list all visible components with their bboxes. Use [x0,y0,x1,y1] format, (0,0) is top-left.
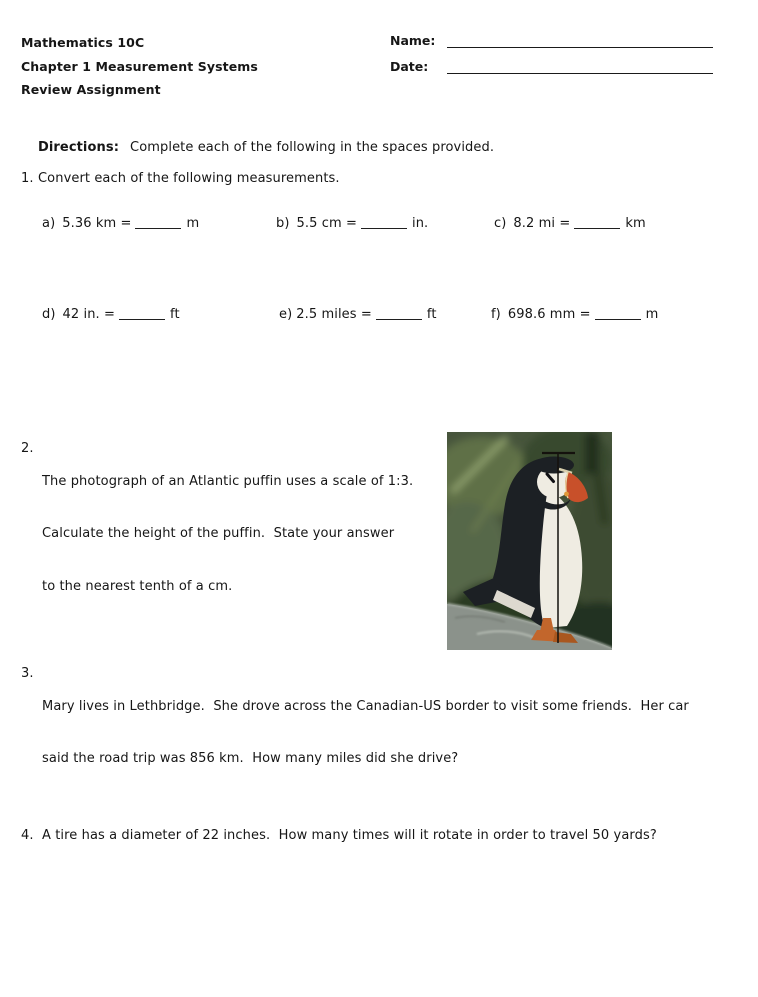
puffin-photo [447,432,612,650]
question-3 [21,666,689,801]
chapter-title: Chapter 1 Measurement Systems [21,58,258,74]
question-1-text: Convert each of the following measurements. [38,171,340,186]
q1-item-d [42,307,180,322]
date-blank-line [447,59,713,74]
question-1-number: 1. [21,171,34,186]
answer-blank [135,228,181,229]
question-2-line-3: to the nearest tenth of a cm. [42,578,233,594]
q1-item-b [276,216,428,231]
question-2-line-1: The photograph of an Atlantic puffin uses a scale of 1:3. [42,474,414,489]
date-row [390,59,713,74]
directions-text: Complete each of the following in the spaces provided. [130,140,495,155]
puffin-cheek-rosette [564,492,569,497]
q1-item-c [494,216,646,231]
question-4 [21,828,657,843]
answer-blank [376,319,422,320]
q1-item-b-unit: in. [411,216,429,231]
q1-item-d-label: d) [42,307,56,322]
q1-item-b-lhs: 5.5 cm = [296,216,357,231]
q1-item-f [491,307,658,322]
date-label: Date: [390,59,429,74]
question-4-text: A tire has a diameter of 22 inches. How many times will it rotate in order to travel 50 yards? [42,828,657,843]
q1-item-d-lhs: 42 in. = [62,307,116,322]
q1-item-a [42,216,199,231]
q1-item-a-lhs: 5.36 km = [62,216,132,231]
question-3-line-2: said the road trip was 856 km. How many miles did she drive? [42,751,459,767]
q1-item-b-label: b) [276,216,290,231]
answer-blank [574,228,620,229]
name-label: Name: [390,33,436,48]
question-1 [21,171,340,186]
q1-item-e-unit: ft [426,307,437,322]
answer-blank [361,228,407,229]
q1-item-d-unit: ft [170,307,180,322]
q1-item-c-unit: km [625,216,646,231]
q1-item-f-unit: m [645,307,659,322]
q1-item-f-lhs: 698.6 mm = [507,307,591,322]
q1-item-f-label: f) [491,307,501,322]
directions [21,125,494,170]
directions-label: Directions: [37,140,120,155]
question-3-number: 3. [21,666,34,681]
assignment-title: Review Assignment [21,82,161,97]
q1-item-a-label: a) [42,216,56,231]
q1-item-c-label: c) [494,216,507,231]
question-2-line-2: Calculate the height of the puffin. State your answer [42,526,395,542]
answer-blank [595,319,641,320]
question-2-number: 2. [21,441,34,456]
q1-item-e-lhs: 2.5 miles = [296,307,372,322]
header-block [21,31,258,102]
name-row [390,33,713,48]
question-4-number: 4. [21,828,34,843]
course-title: Mathematics 10C [21,35,145,50]
q1-item-e [279,307,437,322]
question-2 [21,441,413,628]
name-blank-line [447,33,713,48]
answer-blank [119,319,165,320]
q1-item-e-label: e) [279,307,293,322]
puffin-illustration [447,432,612,650]
q1-item-a-unit: m [186,216,200,231]
q1-item-c-lhs: 8.2 mi = [513,216,571,231]
question-3-line-1: Mary lives in Lethbridge. She drove across the Canadian-US border to visit some friends. Her car [42,699,689,714]
